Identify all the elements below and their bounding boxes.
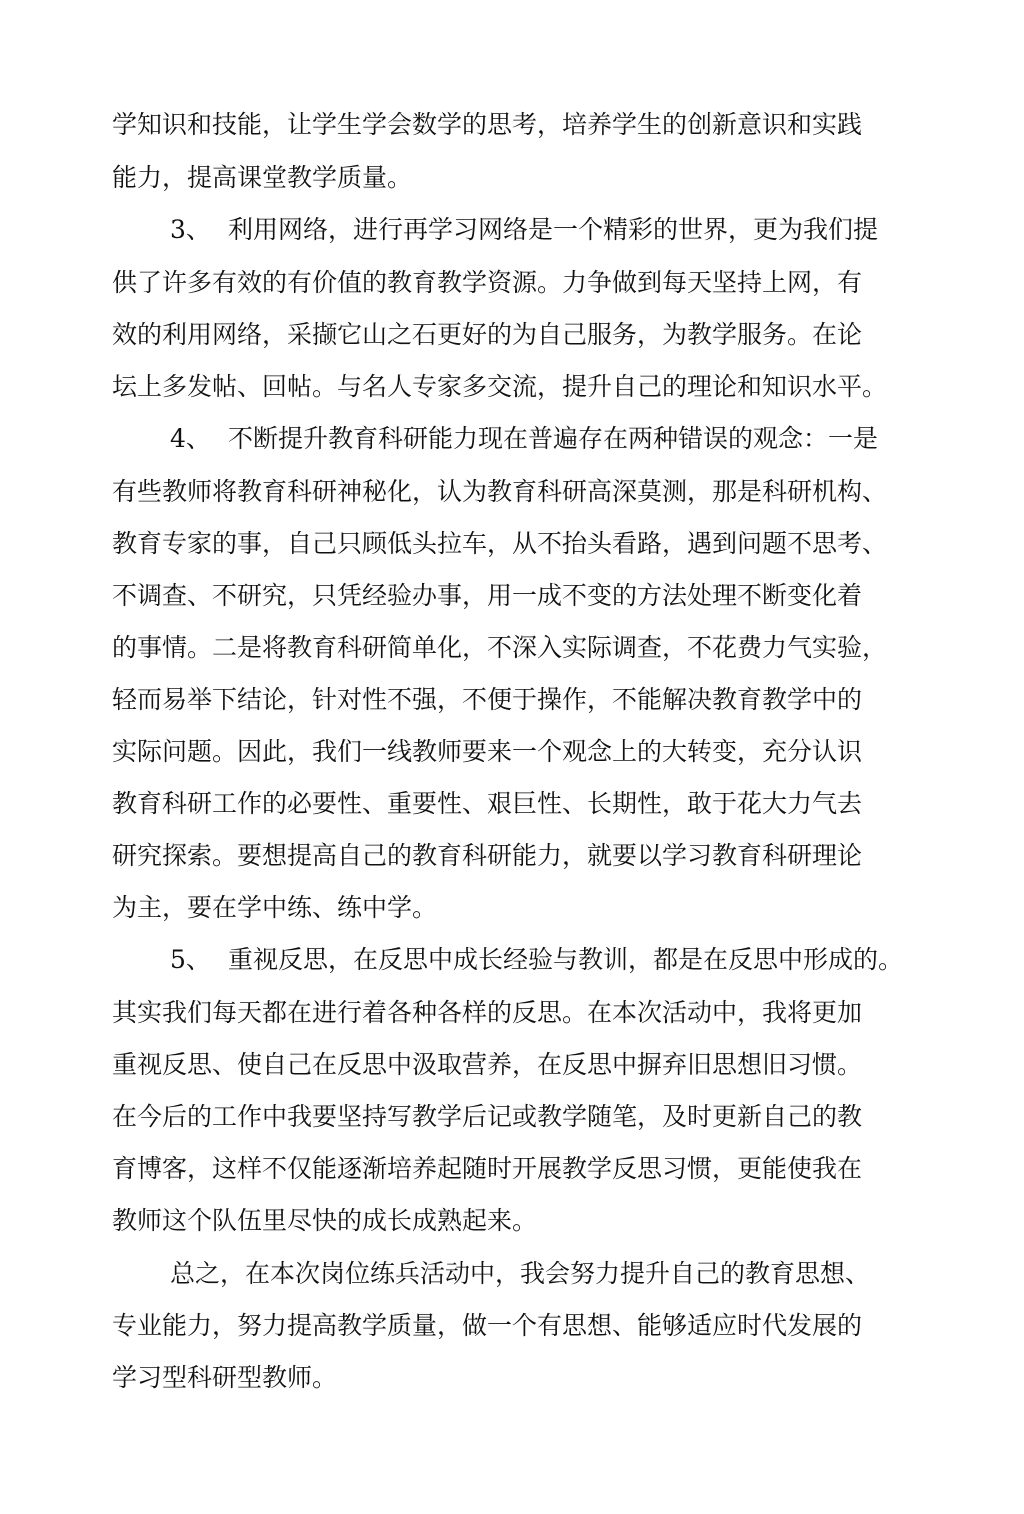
item-5-text: 重视反思，在反思中成长经验与教训，都是在反思中形成的。	[228, 945, 904, 974]
text-line: 学习型科研型教师。	[112, 1363, 338, 1392]
text-line: 有些教师将教育科研神秘化，认为教育科研高深莫测，那是科研机构、	[112, 477, 888, 506]
text-line: 坛上多发帖、回帖。与名人专家多交流，提升自己的理论和知识水平。	[112, 372, 888, 401]
text-line: 研究探索。要想提高自己的教育科研能力，就要以学习教育科研理论	[112, 841, 863, 870]
item-3-text: 利用网络，进行再学习网络是一个精彩的世界，更为我们提	[228, 215, 879, 244]
text-line: 为主，要在学中练、练中学。	[112, 893, 438, 922]
text-line: 能力，提高课堂教学质量。	[112, 163, 413, 192]
text-line: 重视反思、使自己在反思中汲取营养，在反思中摒弃旧思想旧习惯。	[112, 1050, 863, 1079]
text-line: 教育专家的事，自己只顾低头拉车，从不抬头看路，遇到问题不思考、	[112, 529, 888, 558]
text-line: 在今后的工作中我要坚持写教学后记或教学随笔，及时更新自己的教	[112, 1102, 863, 1131]
text-line: 实际问题。因此，我们一线教师要来一个观念上的大转变，充分认识	[112, 737, 863, 766]
text-line: 效的利用网络，采撷它山之石更好的为自己服务，为教学服务。在论	[112, 320, 863, 349]
item-4-text: 不断提升教育科研能力现在普遍存在两种错误的观念：一是	[228, 424, 879, 453]
text-line: 轻而易举下结论，针对性不强，不便于操作，不能解决教育教学中的	[112, 685, 863, 714]
item-3-line	[170, 213, 878, 247]
item-number: 5、	[170, 945, 211, 974]
text-line: 的事情。二是将教育科研简单化，不深入实际调查，不花费力气实验，	[112, 633, 888, 662]
text-line: 教师这个队伍里尽快的成长成熟起来。	[112, 1206, 538, 1235]
text-line: 育博客，这样不仅能逐渐培养起随时开展教学反思习惯，更能使我在	[112, 1154, 863, 1183]
item-number: 4、	[170, 424, 211, 453]
conclusion-line: 总之，在本次岗位练兵活动中，我会努力提升自己的教育思想、	[170, 1259, 871, 1288]
item-number: 3、	[170, 215, 211, 244]
item-4-line	[170, 422, 878, 456]
text-line: 专业能力，努力提高教学质量，做一个有思想、能够适应时代发展的	[112, 1311, 863, 1340]
text-line: 不调查、不研究，只凭经验办事，用一成不变的方法处理不断变化着	[112, 581, 863, 610]
text-line: 教育科研工作的必要性、重要性、艰巨性、长期性，敢于花大力气去	[112, 789, 863, 818]
text-line: 供了许多有效的有价值的教育教学资源。力争做到每天坚持上网，有	[112, 268, 863, 297]
text-line: 其实我们每天都在进行着各种各样的反思。在本次活动中，我将更加	[112, 998, 863, 1027]
text-line: 学知识和技能，让学生学会数学的思考，培养学生的创新意识和实践	[112, 110, 863, 139]
item-5-line	[170, 943, 903, 977]
